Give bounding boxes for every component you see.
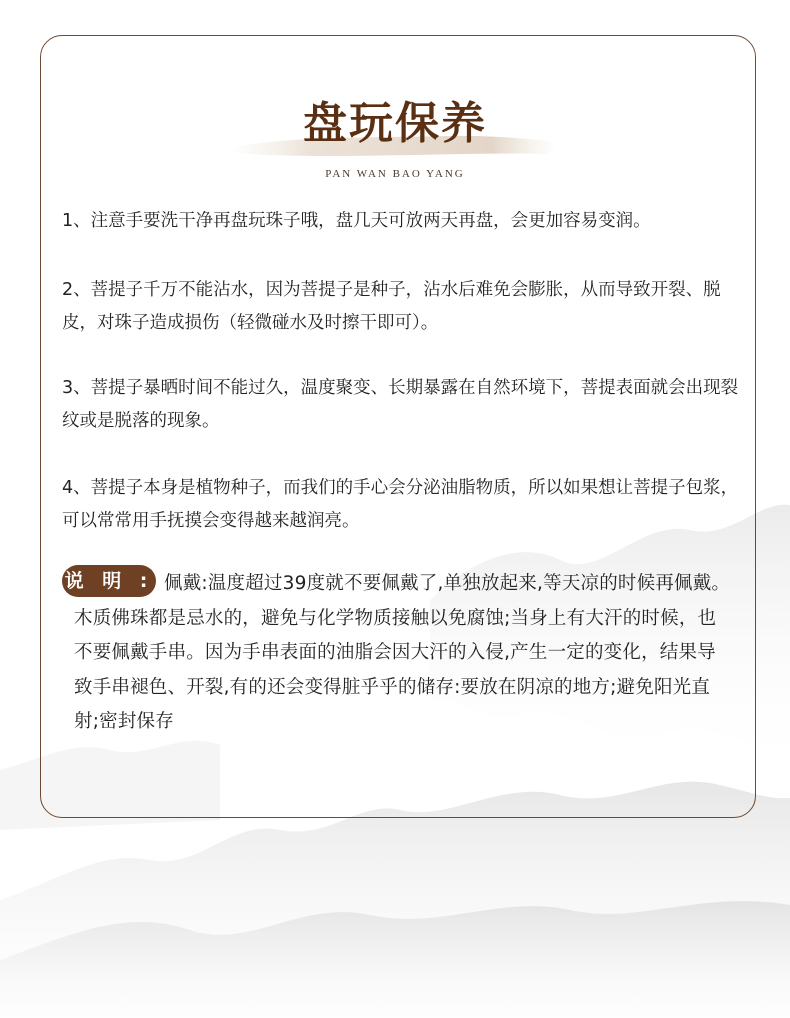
- header: [0, 0, 790, 200]
- page-subtitle: PAN WAN BAO YANG: [325, 168, 465, 180]
- care-tip-2: 2、菩提子千万不能沾水，因为菩提子是种子，沾水后难免会膨胀，从而导致开裂、脱皮，对珠子造成损伤（轻微碰水及时擦干即可）。: [62, 280, 721, 333]
- care-tip-4: 4、菩提子本身是植物种子，而我们的手心会分泌油脂物质，所以如果想让菩提子包浆，可以常常用手抚摸会变得越来越润亮。: [62, 478, 739, 531]
- note-badge: 说 明 :: [62, 565, 156, 597]
- care-tip-3: 3、菩提子暴晒时间不能过久，温度聚变、长期暴露在自然环境下，菩提表面就会出现裂纹或是脱落的现象。: [62, 378, 739, 431]
- care-tip-1: 1、注意手要洗干净再盘玩珠子哦，盘几天可放两天再盘，会更加容易变润。: [62, 211, 651, 231]
- note-text: 佩戴:温度超过39度就不要佩戴了,单独放起来,等天凉的时候再佩戴。木质佛珠都是忌水的，避免与化学物质接触以免腐蚀;当身上有大汗的时候，也不要佩戴手串。因为手串表面的油脂会因大汗的入侵,产生一定的变化，结果导致手串褪色、开裂,有的还会变得脏乎乎的储存:要放在阴凉的地方;避免阳光直射;密封保存: [74, 573, 731, 733]
- page-title: 盘玩保养: [303, 98, 487, 149]
